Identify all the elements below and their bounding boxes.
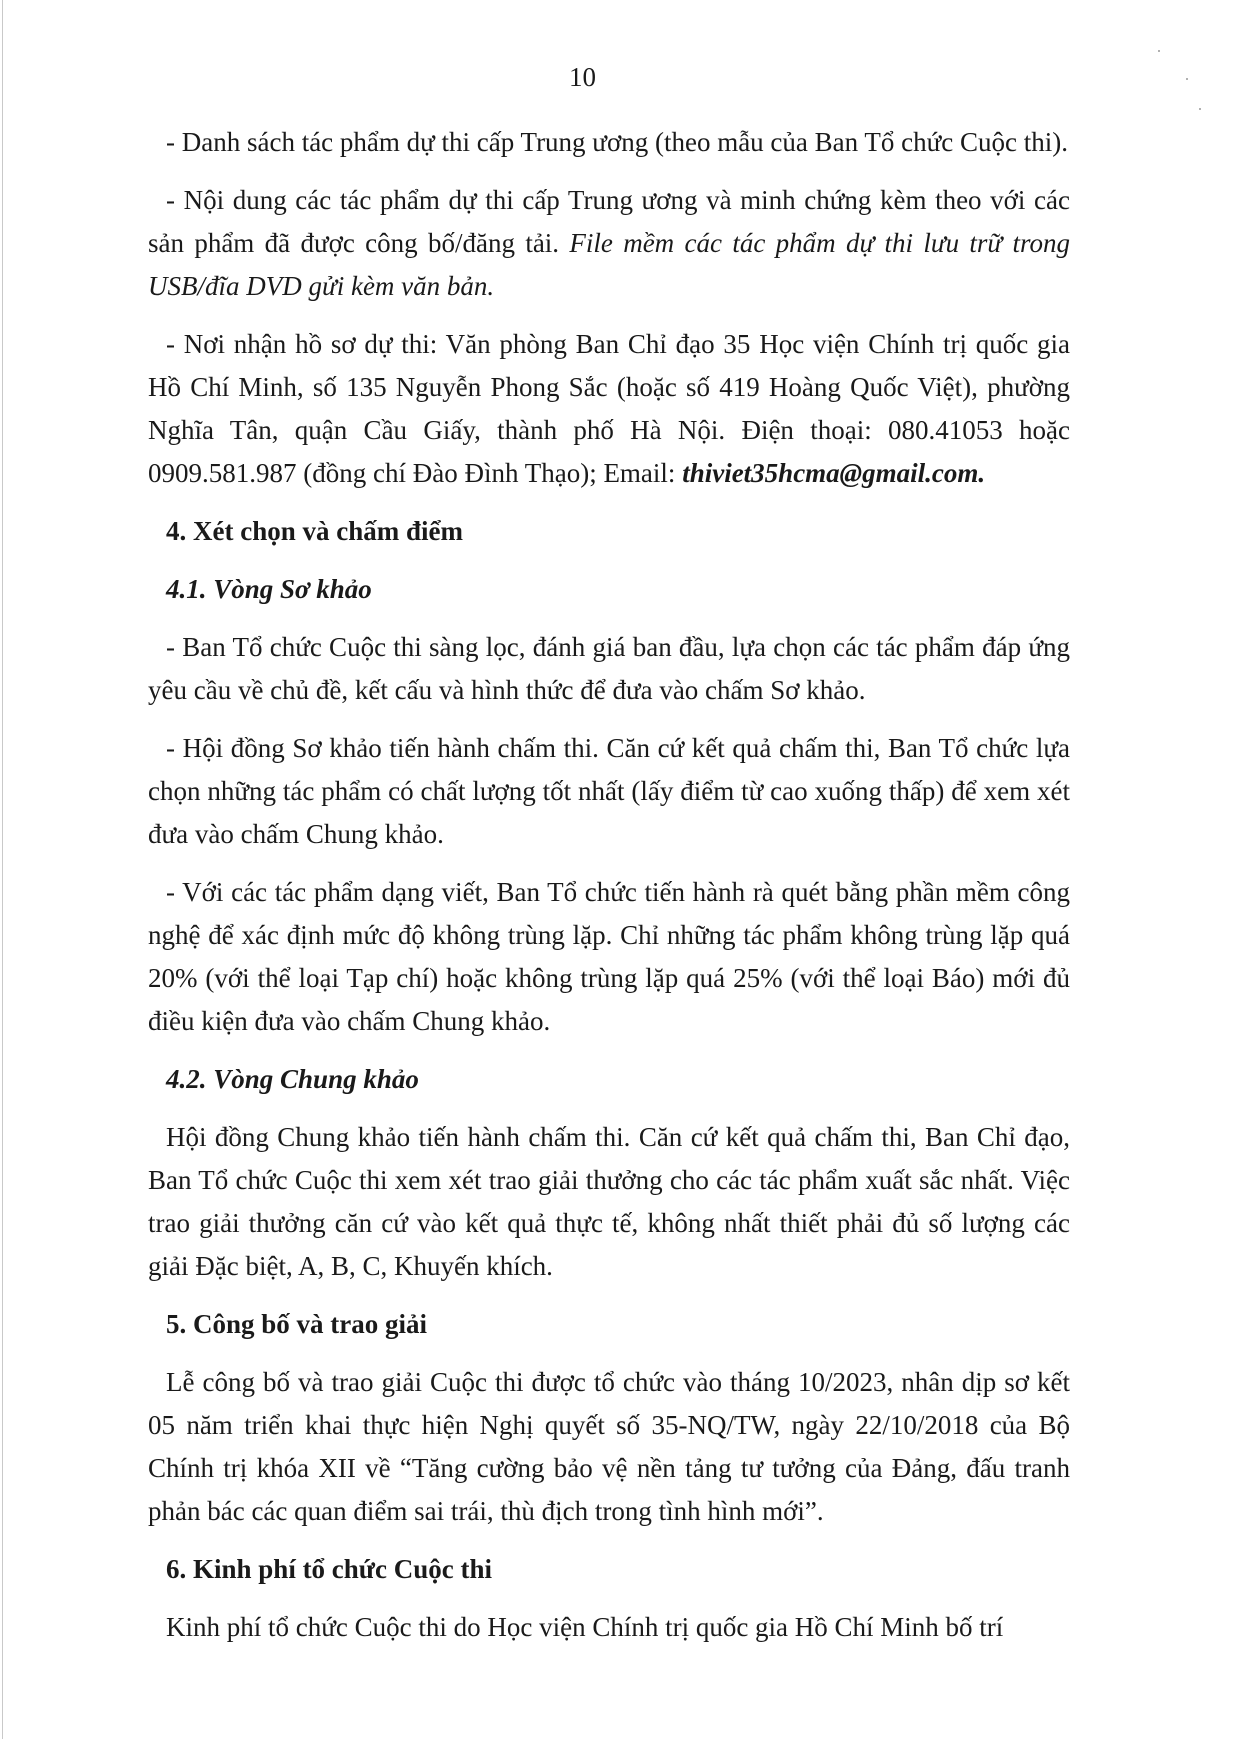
scan-speck — [1186, 78, 1188, 80]
scan-speck — [1158, 50, 1160, 52]
page-number: 10 — [569, 62, 596, 92]
subsection-heading-preliminary: 4.1. Vòng Sơ khảo — [166, 574, 372, 604]
paragraph-final-round: Hội đồng Chung khảo tiến hành chấm thi. Căn cứ kết quả chấm thi, Ban Chỉ đạo, Ban Tổ chức Cuộc thi xem xét trao giải thưởng cho các tác phẩm xuất sắc nhất. Việc trao giải thưởng căn cứ vào kết quả thực tế, không nhất thiết phải đủ số lượng các giải Đặc biệt, A, B, C, Khuyến khích. — [148, 1122, 1070, 1281]
paragraph-preliminary-screening: - Ban Tổ chức Cuộc thi sàng lọc, đánh giá ban đầu, lựa chọn các tác phẩm đáp ứng yêu cầu về chủ đề, kết cấu và hình thức để đưa vào chấm Sơ khảo. — [148, 632, 1070, 705]
scan-edge-line — [2, 0, 3, 1739]
paragraph-text: - Nơi nhận hồ sơ dự thi: Văn phòng Ban Chỉ đạo 35 Học viện Chính trị quốc gia Hồ Chí Minh, số 135 Nguyễn Phong Sắc (hoặc số 419 Hoàng Quốc Việt), phường Nghĩa Tân, quận Cầu Giấy, thành phố Hà Nội. Điện thoại: 080.41053 hoặc 0909.581.987 (đồng chí Đào Đình Thạo); Email: — [148, 329, 1070, 488]
paragraph-preliminary-council: - Hội đồng Sơ khảo tiến hành chấm thi. Căn cứ kết quả chấm thi, Ban Tổ chức lựa chọn những tác phẩm có chất lượng tốt nhất (lấy điểm từ cao xuống thấp) để xem xét đưa vào chấm Chung khảo. — [148, 733, 1070, 849]
paragraph-italic-note: File mềm các tác phẩm dự thi lưu trữ trong USB/đĩa DVD gửi kèm văn bản. — [148, 228, 1070, 301]
paragraph-submission-list: - Danh sách tác phẩm dự thi cấp Trung ương (theo mẫu của Ban Tổ chức Cuộc thi). — [166, 127, 1068, 157]
paragraph-text: - Nội dung các tác phẩm dự thi cấp Trung ương và minh chứng kèm theo với các sản phẩm đã được công bố/đăng tải. — [148, 185, 1070, 258]
subsection-heading-final: 4.2. Vòng Chung khảo — [166, 1064, 419, 1094]
paragraph-funding: Kinh phí tổ chức Cuộc thi do Học viện Chính trị quốc gia Hồ Chí Minh bố trí — [166, 1612, 1004, 1642]
document-body — [148, 121, 1070, 1664]
section-heading-selection: 4. Xét chọn và chấm điểm — [166, 516, 463, 546]
paragraph-plagiarism-check: - Với các tác phẩm dạng viết, Ban Tổ chức tiến hành rà quét bằng phần mềm công nghệ để xác định mức độ không trùng lặp. Chỉ những tác phẩm không trùng lặp quá 20% (với thể loại Tạp chí) hoặc không trùng lặp quá 25% (với thể loại Báo) mới đủ điều kiện đưa vào chấm Chung khảo. — [148, 877, 1070, 1036]
paragraph-awards: Lễ công bố và trao giải Cuộc thi được tổ chức vào tháng 10/2023, nhân dịp sơ kết 05 năm triển khai thực hiện Nghị quyết số 35-NQ/TW, ngày 22/10/2018 của Bộ Chính trị khóa XII về “Tăng cường bảo vệ nền tảng tư tưởng của Đảng, đấu tranh phản bác các quan điểm sai trái, thù địch trong tình hình mới”. — [148, 1367, 1070, 1526]
section-heading-awards: 5. Công bố và trao giải — [166, 1309, 428, 1339]
paragraph-submission-content — [148, 179, 1070, 308]
section-heading-funding: 6. Kinh phí tổ chức Cuộc thi — [166, 1554, 493, 1584]
paragraph-submission-address — [148, 323, 1070, 495]
contact-email: thiviet35hcma@gmail.com. — [682, 458, 986, 488]
scan-speck — [1199, 108, 1201, 110]
